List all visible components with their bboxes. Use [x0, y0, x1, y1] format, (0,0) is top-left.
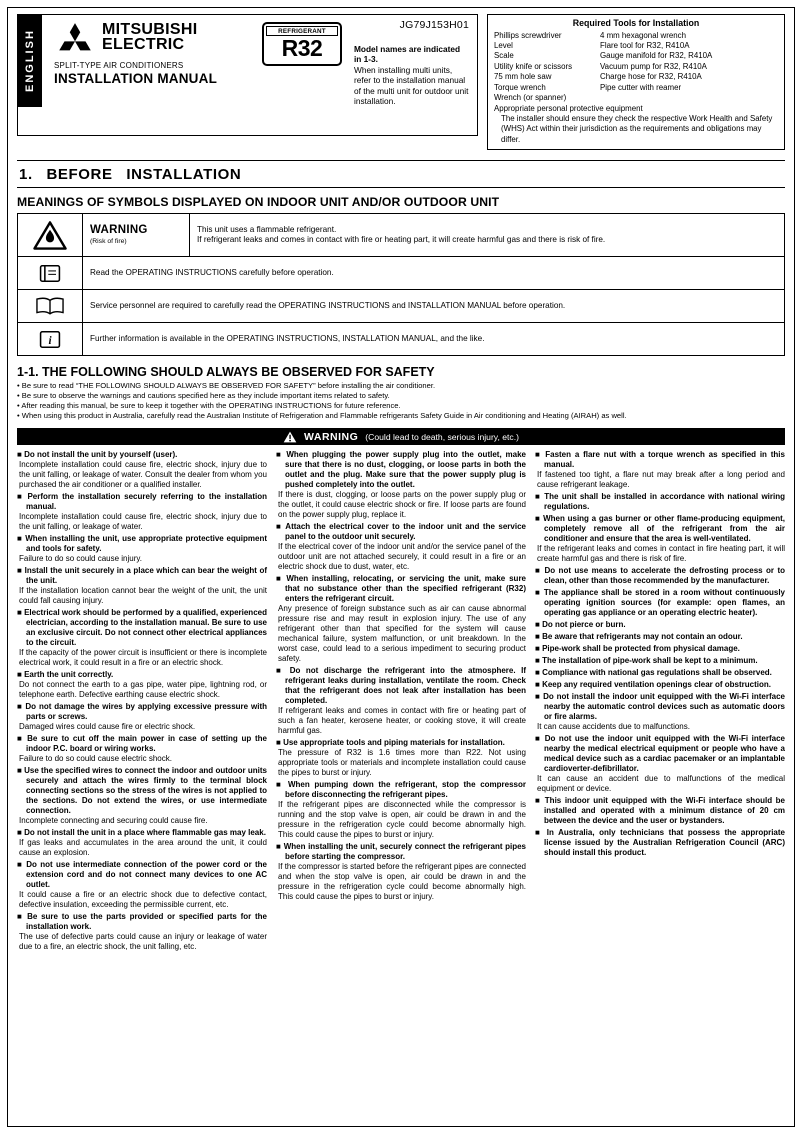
warning-item-head: ■ Earth the unit correctly.: [17, 670, 267, 680]
warning-item-head: ■ Compliance with national gas regulations shall be observed.: [535, 668, 785, 678]
brand-name: [102, 22, 197, 52]
warning-item: [276, 842, 526, 902]
warning-item: [535, 450, 785, 490]
tool-name: Pipe cutter with reamer: [600, 82, 682, 92]
warning-item-body: Incomplete installation could cause fire, electric shock, injury due to the unit falling, or leakage of water.: [19, 512, 267, 532]
symbol-text-line2: If refrigerant leaks and comes in contact with fire or heating part, it will create harmful gas and there is risk of fire.: [197, 235, 606, 245]
symbol-label-cell: [83, 214, 190, 257]
symbol-warning-label: WARNING: [90, 224, 148, 237]
tool-row: [494, 41, 778, 51]
warning-item: [535, 588, 785, 618]
warning-item-head: ■ This indoor unit equipped with the Wi-Fi interface should be installed and operated with a minimum distance of 20 cm between the device and the user or bystanders.: [535, 796, 785, 826]
read-manual-icon: [38, 268, 62, 277]
warning-triangle-icon: [283, 428, 297, 446]
language-tab: ENGLISH: [18, 15, 42, 107]
product-type: SPLIT-TYPE AIR CONDITIONERS: [54, 61, 184, 71]
warning-item-head: ■ Be sure to cut off the main power in case of setting up the indoor P.C. board or wiring works.: [17, 734, 267, 754]
warning-item-body: If the refrigerant pipes are disconnected while the compressor is running and the stop valve is open, air could be drawn in and the pressure in the refrigeration cycle could become abnormally high. This could cause the pipes to burst or injury.: [278, 800, 526, 840]
warning-item-body: It can cause accidents due to malfunctions.: [537, 722, 690, 732]
symbol-row: [18, 290, 785, 323]
warning-item-body: If fastened too tight, a flare nut may break after a long period and cause refrigerant leakage.: [537, 470, 785, 490]
warning-item-head: ■ The unit shall be installed in accordance with national wiring regulations.: [535, 492, 785, 512]
warning-item-body: The use of defective parts could cause an injury or leakage of water due to a fire, an electric shock, the unit falling, etc.: [19, 932, 267, 952]
brand-line1: MITSUBISHI: [102, 21, 198, 38]
warning-item: [535, 828, 785, 858]
tool-row: [494, 62, 778, 72]
symbol-row: [18, 323, 785, 356]
safety-bullet: • Be sure to read “THE FOLLOWING SHOULD ALWAYS BE OBSERVED FOR SAFETY” before installing the air conditioner.: [17, 381, 785, 391]
warning-item-body: If the electrical cover of the indoor unit and/or the service panel of the outdoor unit are not attached securely, it could result in a fire or an electric shock due to dust, water, etc.: [278, 542, 526, 572]
tool-name: Vacuum pump for R32, R410A: [600, 61, 707, 71]
warning-item-head: ■ When installing the unit, securely connect the refrigerant pipes before starting the compressor.: [276, 842, 526, 862]
warning-item: [17, 450, 267, 490]
warning-item-body: If the capacity of the power circuit is insufficient or there is incomplete electrical work, it could result in a fire or an electric shock.: [19, 648, 267, 668]
warning-item-body: Any presence of foreign substance such as air can cause abnormal pressure rise and may result in explosion injury. The use of any refrigerant other than that specified for the system will cause mechanical failure, system malfunction, or unit breakdown. In the worst case, could lead to a serious impediment to securing product safety.: [278, 604, 526, 664]
warning-item-head: ■ Pipe-work shall be protected from physical damage.: [535, 644, 785, 654]
warning-item-body: If there is dust, clogging, or loose parts on the power supply plug or the outlet, it could cause electric shock or fire. If loose parts are found on the power supply plug, replace it.: [278, 490, 526, 520]
warning-item-head: ■ Do not pierce or burn.: [535, 620, 785, 630]
tool-name: Level: [494, 41, 513, 51]
warning-item: [276, 574, 526, 664]
warning-item: [17, 534, 267, 564]
warning-item-head: ■ When pumping down the refrigerant, stop the compressor before disconnecting the refrigerant pipes.: [276, 780, 526, 800]
warning-item-head: ■ Do not install the indoor unit equipped with the Wi-Fi interface nearby the automatic control devices such as automatic doors or fire alarms.: [535, 692, 785, 722]
warning-item-head: ■ Do not use the indoor unit equipped with the Wi-Fi interface nearby the medical electrical equipment or people who have a medical device such as a cardiac pacemaker or an implantable cardioverter-defibrillator.: [535, 734, 785, 774]
symbol-text-cell: [190, 214, 785, 257]
symbol-text-cell: Read the OPERATING INSTRUCTIONS carefully before operation.: [83, 257, 785, 290]
warning-item-head: ■ Do not use intermediate connection of the power cord or the extension cord and do not connect many devices to one AC outlet.: [17, 860, 267, 890]
warning-item: [535, 796, 785, 826]
brand-area: [50, 15, 254, 135]
refrigerant-value: R32: [281, 35, 323, 61]
manual-page: [7, 7, 795, 1127]
warning-item: [276, 522, 526, 572]
warning-item-body: Failure to do so could cause injury.: [19, 554, 143, 564]
warning-item-body: It could cause a fire or an electric shock due to defective contact, defective insulation, exceeding the permissible current, etc.: [19, 890, 267, 910]
warning-item-head: ■ When using a gas burner or other flame-producing equipment, completely remove all of the refrigerant from the air conditioner and ensure that the area is well-ventilated.: [535, 514, 785, 544]
warning-item: [17, 860, 267, 910]
tool-row: [494, 83, 778, 93]
warning-item: [17, 734, 267, 764]
warning-column-2: [276, 450, 526, 954]
warning-item-head: ■ Do not discharge the refrigerant into the atmosphere. If refrigerant leaks during installation, ventilate the room. Check that the refrigerant does not leak after installation has been completed.: [276, 666, 526, 706]
symbol-icon-cell: [18, 323, 83, 356]
tool-name: Utility knife or scissors: [494, 61, 573, 71]
warning-item: [535, 692, 785, 732]
tool-row: [494, 72, 778, 82]
warning-banner: [17, 428, 785, 445]
warning-item-body: It can cause an accident due to malfunctions of the medical equipment or device.: [537, 774, 785, 794]
tools-pairs: [494, 31, 778, 94]
safety-bullet: • When using this product in Australia, carefully read the Australian Institute of Refrigeration and Flammable refrigerants Safety Guide in Air conditioning and Heating (AIRAH) as well.: [17, 411, 785, 421]
warning-item-body: Do not connect the earth to a gas pipe, water pipe, lightning rod, or telephone earth. Defective earthing cause electric shock.: [19, 680, 267, 700]
warning-item-head: ■ Attach the electrical cover to the indoor unit and the service panel to the outdoor unit securely.: [276, 522, 526, 542]
warning-banner-title: WARNING: [304, 430, 359, 443]
refrigerant-badge: [262, 22, 342, 66]
symbols-heading: MEANINGS OF SYMBOLS DISPLAYED ON INDOOR UNIT AND/OR OUTDOOR UNIT: [17, 195, 500, 210]
warning-item-head: ■ When installing the unit, use appropriate protective equipment and tools for safety.: [17, 534, 267, 554]
warning-item-head: ■ Be sure to use the parts provided or specified parts for the installation work.: [17, 912, 267, 932]
tools-title: Required Tools for Installation: [572, 18, 700, 28]
warning-item: [535, 734, 785, 794]
symbol-icon-cell: [18, 290, 83, 323]
tool-name: Charge hose for R32, R410A: [600, 72, 702, 82]
symbols-table: [17, 213, 785, 356]
warning-item-body: Damaged wires could cause fire or electric shock.: [19, 722, 196, 732]
header-row: [17, 14, 785, 150]
warning-item: [17, 702, 267, 732]
warning-item: [17, 828, 267, 858]
warning-column-1: [17, 450, 267, 954]
warning-item-body: If refrigerant leaks and comes in contact with fire or heating part of such a fan heater, kerosene heater, or cooking stove, it will create harmful gas.: [278, 706, 526, 736]
tool-name: Flare tool for R32, R410A: [600, 41, 690, 51]
warning-item-head: ■ Do not use means to accelerate the defrosting process or to clean, other than those recommended by the manufacturer.: [535, 566, 785, 586]
refrigerant-label: REFRIGERANT: [266, 26, 338, 36]
warning-item-head: ■ Install the unit securely in a place which can bear the weight of the unit.: [17, 566, 267, 586]
warning-banner-subtitle: (Could lead to death, serious injury, etc.): [365, 431, 519, 442]
warning-item: [535, 644, 785, 654]
tools-note: The installer should ensure they check the respective Work Health and Safety (WHS) Act within their jurisdiction as the requirements and obligations may differ.: [501, 113, 773, 144]
symbol-text-cell: Further information is available in the OPERATING INSTRUCTIONS, INSTALLATION MANUAL, and the like.: [83, 323, 785, 356]
warning-item-head: ■ Perform the installation securely referring to the installation manual.: [17, 492, 267, 512]
tool-row: [494, 31, 778, 41]
model-note-area: [350, 15, 477, 135]
warning-item: [535, 492, 785, 512]
warning-item-head: ■ Do not damage the wires by applying excessive pressure with parts or screws.: [17, 702, 267, 722]
warning-item-body: Incomplete installation could cause fire, electric shock, injury due to the unit falling, or leakage of water. Consult the dealer from whom you purchased the air conditioner or a qualified installer.: [19, 460, 267, 490]
warning-item: [276, 738, 526, 778]
warning-item: [535, 632, 785, 642]
symbol-row: [18, 257, 785, 290]
tool-name: Gauge manifold for R32, R410A: [600, 51, 713, 61]
warning-item-head: ■ Be aware that refrigerants may not contain an odour.: [535, 632, 785, 642]
safety-bullets: [17, 381, 785, 421]
symbol-text-cell: Service personnel are required to carefully read the OPERATING INSTRUCTIONS and INSTALLATION MANUAL before operation.: [83, 290, 785, 323]
warning-item-body: If the compressor is started before the refrigerant pipes are connected and when the stop valve is open, air could be drawn in and the pressure in the refrigeration cycle could become abnormally high. This could cause the pipes to burst or injury.: [278, 862, 526, 902]
warning-item-head: ■ Use appropriate tools and piping materials for installation.: [276, 738, 526, 748]
tool-name: Torque wrench: [494, 82, 546, 92]
warning-item-body: If the installation location cannot bear the weight of the unit, the unit could fall causing injury.: [19, 586, 267, 606]
tool-row: [494, 51, 778, 61]
header-box: [17, 14, 478, 136]
tool-name: 75 mm hole saw: [494, 72, 552, 82]
warning-item: [276, 780, 526, 840]
symbol-row: [18, 214, 785, 257]
warning-item-head: ■ Keep any required ventilation openings clear of obstruction.: [535, 680, 785, 690]
warning-item: [535, 566, 785, 586]
warning-item-head: ■ The appliance shall be stored in a room without continuously operating ignition sources (for example: open flames, an operating gas appliance or an operating electric heater).: [535, 588, 785, 618]
mitsubishi-logo-icon: [54, 23, 96, 51]
warning-item-body: The pressure of R32 is 1.6 times more than R22. Not using appropriate tools or materials and incomplete installation could cause the pipes to burst or injury.: [278, 748, 526, 778]
tools-singles: [494, 93, 778, 114]
warning-item-head: ■ Do not install the unit by yourself (user).: [17, 450, 267, 460]
tool-name: Appropriate personal protective equipment: [494, 103, 643, 113]
tool-name: 4 mm hexagonal wrench: [600, 30, 686, 40]
warning-item: [17, 912, 267, 952]
warning-item: [535, 620, 785, 630]
svg-text:i: i: [48, 334, 52, 347]
warning-item: [535, 668, 785, 678]
warning-item: [276, 666, 526, 736]
warning-item-body: If the refrigerant leaks and comes in contact in fire heating part, it will create harmful gas and there is risk of fire.: [537, 544, 785, 564]
safety-heading: 1-1. THE FOLLOWING SHOULD ALWAYS BE OBSERVED FOR SAFETY: [17, 365, 435, 380]
warning-item: [17, 670, 267, 700]
tool-name: Scale: [494, 51, 514, 61]
warning-item-head: ■ The installation of pipe-work shall be kept to a minimum.: [535, 656, 785, 666]
information-manual-icon: [38, 334, 62, 347]
warning-item: [17, 566, 267, 606]
tools-box: [487, 14, 785, 150]
warning-item-head: ■ In Australia, only technicians that possess the appropriate license issued by the Australian Refrigeration Council (ARC) should install this product.: [535, 828, 785, 858]
warning-item-head: ■ Electrical work should be performed by a qualified, experienced electrician, according to the installation manual. Be sure to use an exclusive circuit. Do not connect other electrical appliances to the circuit.: [17, 608, 267, 648]
warning-item-head: ■ Use the specified wires to connect the indoor and outdoor units securely and attach the wires firmly to the terminal block connecting sections so the stress of the wires is not applied to the sections. Do not extend the wires, or use intermediate connection.: [17, 766, 267, 816]
symbol-warning-sublabel: (Risk of fire): [90, 238, 127, 246]
warning-item: [17, 766, 267, 826]
warning-item-body: Incomplete connecting and securing could cause fire.: [19, 816, 208, 826]
warning-item: [535, 680, 785, 690]
tool-name: Wrench (or spanner): [494, 93, 567, 103]
warning-columns: [17, 450, 785, 954]
warning-item: [17, 608, 267, 668]
warning-item-head: ■ Do not install the unit in a place where flammable gas may leak.: [17, 828, 267, 838]
safety-bullet: • After reading this manual, be sure to keep it together with the OPERATING INSTRUCTIONS for future reference.: [17, 401, 785, 411]
warning-item-body: Failure to do so could cause electric shock.: [19, 754, 172, 764]
warning-item-head: ■ When installing, relocating, or servicing the unit, make sure that no substance other than the specified refrigerant (R32) enters the refrigerant circuit.: [276, 574, 526, 604]
model-note-bold: Model names are indicated in 1-3.: [354, 44, 461, 65]
service-manual-icon: [35, 301, 65, 310]
symbol-text-line1: This unit uses a flammable refrigerant.: [197, 224, 337, 234]
model-note: When installing multi units, refer to the installation manual of the multi unit for outdoor unit installation.: [354, 64, 469, 106]
warning-item: [535, 514, 785, 564]
symbol-icon-cell: [18, 214, 83, 257]
flame-warning-icon: [32, 230, 68, 239]
warning-item: [17, 492, 267, 532]
doc-title: INSTALLATION MANUAL: [54, 71, 218, 87]
doc-code: JG79J153H01: [399, 19, 469, 31]
section-1-heading: 1. BEFORE INSTALLATION: [17, 160, 785, 188]
warning-item-body: If gas leaks and accumulates in the area around the unit, it could cause an explosion.: [19, 838, 267, 858]
symbol-icon-cell: [18, 257, 83, 290]
warning-item-head: ■ Fasten a flare nut with a torque wrench as specified in this manual.: [535, 450, 785, 470]
warning-column-3: [535, 450, 785, 954]
brand-line2: ELECTRIC: [102, 36, 185, 54]
warning-item: [276, 450, 526, 520]
safety-bullet: • Be sure to observe the warnings and cautions specified here as they include important items related to safety.: [17, 391, 785, 401]
warning-item-head: ■ When plugging the power supply plug into the outlet, make sure that there is no dust, clogging, or loose parts in both the outlet and the plug. Make sure that the power supply plug is pushed completely into the outlet.: [276, 450, 526, 490]
warning-item: [535, 656, 785, 666]
tool-name: Phillips screwdriver: [494, 30, 562, 40]
